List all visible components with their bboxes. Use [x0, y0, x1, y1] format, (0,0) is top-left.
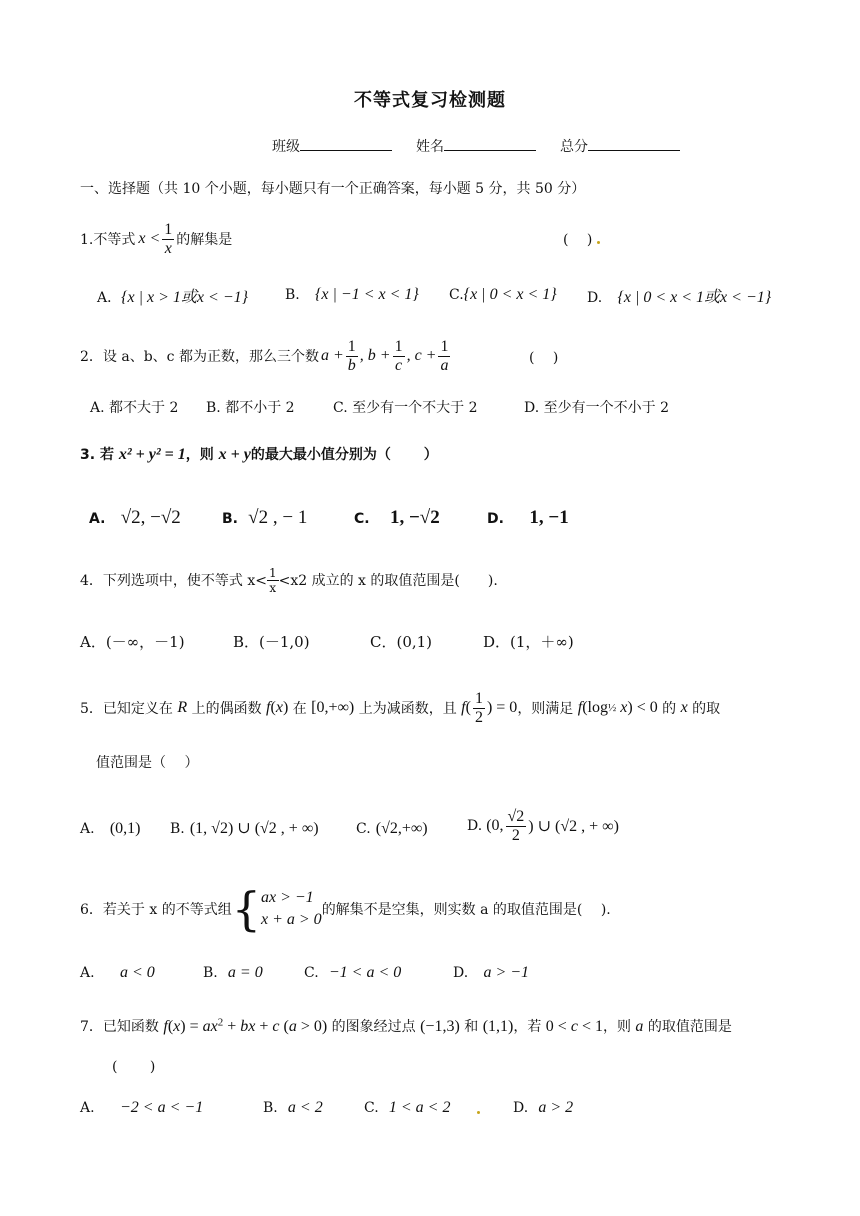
option-math: (√2,+∞)	[375, 820, 428, 837]
q1-answer-paren	[563, 229, 592, 249]
q4-option-b[interactable]: B．(－1,0)	[233, 633, 310, 651]
option-math: (0,1)	[109, 820, 141, 837]
q5-option-b[interactable]	[170, 818, 319, 838]
q3-text-b: ，则	[185, 447, 214, 463]
q7-option-a[interactable]	[80, 1097, 203, 1117]
q5-option-c[interactable]	[356, 818, 428, 838]
option-math: a > 2	[538, 1099, 574, 1116]
q2-stem-text: 2．设 a、b、c 都为正数，那么三个数	[80, 349, 319, 365]
q4-prefix: 4．下列选项中，使不等式 x<	[80, 573, 267, 589]
q1-fraction	[162, 222, 174, 257]
q2-expression: a + $\frac{1}{b}$ , b + $\frac{1}{c}$ , c + $\frac{1}{a}$	[320, 337, 449, 374]
q4-option-d[interactable]: D．(1，＋∞)	[483, 633, 574, 651]
q2-option-d[interactable]: D. 至少有一个不小于 2	[524, 400, 669, 416]
q6-option-b[interactable]	[203, 962, 263, 982]
option-math: {x | x > 1或x < −1}	[121, 289, 249, 306]
option-label: B.	[263, 1100, 278, 1116]
option-math: a < 0	[120, 964, 155, 981]
option-label: A.	[80, 821, 95, 837]
q3-option-a[interactable]	[89, 507, 181, 529]
option-label: B.	[285, 287, 300, 303]
q5-stem-line1: 5．已知定义在 R 上的偶函数 f ( x ) 在 [0,+∞) 上为减函数，且 f ( $\frac{1}{2}$ ) = 0 ，则满足 f (log ½ x ) < 0 的 x 的取	[80, 689, 721, 726]
q6-system-line1: ax > −1	[260, 889, 314, 907]
q3-option-b[interactable]	[222, 507, 307, 529]
q2-answer-paren: ( )	[529, 350, 559, 366]
option-label: C.	[364, 1100, 379, 1116]
option-label: D.	[587, 290, 603, 306]
q6-option-d[interactable]	[453, 962, 529, 982]
q1-option-d[interactable]	[587, 284, 771, 307]
option-label: D.	[467, 818, 483, 834]
q1-dot-mark	[597, 241, 600, 244]
q1-option-b[interactable]	[285, 284, 419, 304]
option-label: A.	[89, 511, 106, 527]
q2-option-b[interactable]: B. 都不小于 2	[206, 400, 295, 416]
q4-suffix: <x2 成立的 x 的取值范围是( ).	[278, 573, 498, 589]
q1-option-c[interactable]	[449, 284, 557, 304]
option-math: (1, √2) ∪ (√2 , + ∞)	[189, 820, 319, 837]
section-heading: 一、选择题（共 10 个小题，每小题只有一个正确答案，每小题 5 分，共 50 分）	[80, 181, 586, 197]
q1-stem	[80, 218, 232, 260]
q3-math-b: x + y	[218, 446, 251, 463]
option-label: B.	[222, 511, 238, 527]
q7-option-d[interactable]	[513, 1097, 573, 1117]
q6-prefix: 6．若关于 x 的不等式组	[80, 902, 232, 918]
option-label: C.	[449, 287, 464, 303]
option-math: {x | 0 < x < 1}	[463, 286, 557, 303]
q1-paren-text: ( )	[563, 232, 593, 248]
q4-frac-den: x	[269, 580, 277, 595]
q1-stem-suffix: 的解集是	[176, 232, 233, 248]
option-math: a = 0	[227, 964, 263, 981]
q6-stem	[80, 880, 611, 938]
q1-frac-den: x	[164, 239, 172, 257]
q5-option-d[interactable]: D. (0, $\frac{√2}{2}$ ) ∪ (√2 , + ∞)	[467, 807, 619, 844]
q7-option-c[interactable]	[364, 1097, 450, 1117]
option-label: D.	[513, 1100, 529, 1116]
q4-fraction	[267, 567, 279, 594]
q4-option-a[interactable]: A．(－∞，－1)	[80, 633, 185, 651]
q6-suffix: 的解集不是空集，则实数 a 的取值范围是( ).	[321, 902, 611, 918]
name-field	[416, 136, 536, 156]
q6-system	[261, 887, 322, 930]
page-title: 不等式复习检测题	[354, 90, 506, 111]
q4-stem	[80, 562, 498, 598]
option-label: C.	[354, 511, 370, 527]
option-math: −2 < a < −1	[120, 1099, 204, 1116]
q3-label: 3.	[80, 447, 96, 463]
option-label: A.	[80, 1100, 95, 1116]
option-math: √2, −√2	[120, 507, 181, 528]
q4-option-c[interactable]: C．(0,1)	[370, 633, 433, 651]
option-label: D.	[487, 511, 504, 527]
q3-stem	[80, 444, 438, 464]
q7-stem-line1: 7．已知函数 $f(x) = ax^2$ + bx + c (a > 0) 的图象经过点 (−1,3) 和 (1,1)，若 0 < c < 1，则 a 的取值范围是	[80, 1016, 732, 1035]
option-label: C.	[356, 821, 371, 837]
q3-option-d[interactable]	[487, 507, 569, 529]
class-label: 班级	[272, 139, 300, 155]
q6-system-line2: x + a > 0	[260, 911, 322, 928]
score-blank	[588, 136, 680, 151]
q7-stem-line2: ( )	[112, 1059, 156, 1075]
name-blank	[444, 136, 536, 151]
score-label: 总分	[560, 139, 588, 155]
option-label: A.	[80, 965, 95, 981]
q1-stem-prefix: 1.不等式	[80, 232, 136, 248]
class-field	[272, 136, 392, 156]
q2-stem	[80, 334, 452, 378]
class-blank	[300, 136, 392, 151]
q5-stem-line2: 值范围是（ ）	[96, 755, 199, 771]
q2-option-a[interactable]: A. 都不大于 2	[90, 400, 179, 416]
q3-math-a: x² + y² = 1	[118, 446, 186, 463]
q1-option-a[interactable]	[97, 284, 248, 307]
option-label: C.	[304, 965, 319, 981]
option-math: 1, −1	[529, 507, 569, 528]
option-math: {x | 0 < x < 1或x < −1}	[617, 289, 772, 306]
q4-frac-num: 1	[268, 565, 277, 580]
option-math: √2 , − 1	[248, 507, 308, 528]
option-label: B.	[170, 821, 185, 837]
score-field	[560, 136, 680, 156]
option-label: B.	[203, 965, 218, 981]
q6-option-a[interactable]	[80, 962, 155, 982]
q7-option-b[interactable]	[263, 1097, 323, 1117]
option-math: 1, −√2	[389, 507, 440, 528]
q3-text-a: 若	[99, 447, 114, 463]
option-math: a < 2	[287, 1099, 323, 1116]
q3-text-c: 的最大最小值分别为（ ）	[250, 447, 438, 463]
option-math: −1 < a < 0	[328, 964, 402, 981]
option-label: A．	[97, 290, 122, 306]
q1-frac-num: 1	[164, 220, 173, 238]
q6-option-c[interactable]	[304, 962, 401, 982]
q3-option-c[interactable]	[354, 507, 440, 529]
left-brace-icon: {	[231, 882, 261, 936]
name-label: 姓名	[416, 139, 444, 155]
q5-option-a[interactable]	[80, 818, 140, 838]
option-label: D.	[453, 965, 469, 981]
q7-dot-mark	[477, 1111, 480, 1114]
option-math: a > −1	[483, 964, 530, 981]
q2-option-c[interactable]: C. 至少有一个不大于 2	[333, 400, 478, 416]
q1-stem-math: x <	[138, 230, 161, 247]
option-math: 1 < a < 2	[388, 1099, 451, 1116]
option-math: {x | −1 < x < 1}	[315, 286, 419, 303]
